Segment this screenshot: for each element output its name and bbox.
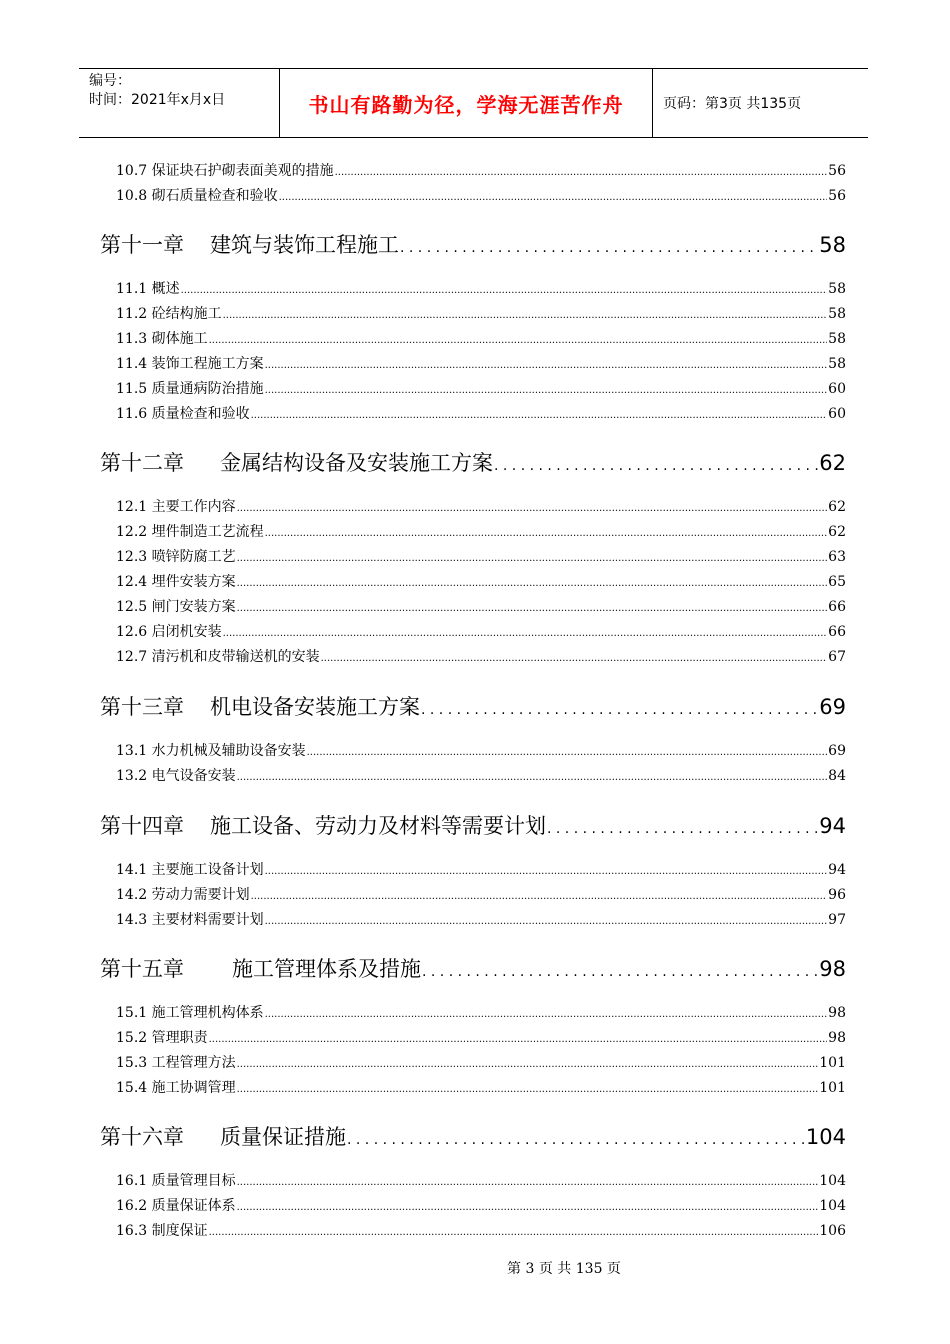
- toc-entry-page: 58: [828, 281, 846, 297]
- toc-entry-label: 11.3 砌体施工: [116, 331, 208, 347]
- toc-chapter[interactable]: [100, 447, 846, 477]
- chapter-page: 104: [805, 1125, 846, 1149]
- toc-entry-page: 62: [828, 524, 846, 540]
- toc-entry-label: 13.2 电气设备安装: [116, 768, 236, 784]
- toc-leader: [209, 1223, 819, 1239]
- chapter-number: 第十四章: [100, 814, 184, 838]
- toc-entry[interactable]: [116, 1077, 846, 1099]
- toc-entry-page: 96: [828, 887, 846, 903]
- toc-entry-page: 60: [828, 381, 846, 397]
- toc-leader: [237, 1198, 819, 1214]
- toc-leader: [547, 814, 818, 838]
- toc-entry-page: 56: [828, 188, 846, 204]
- toc-entry[interactable]: [116, 521, 846, 543]
- toc-entry-label: 16.2 质量保证体系: [116, 1198, 236, 1214]
- toc-entry[interactable]: [116, 1052, 846, 1074]
- toc-leader: [494, 451, 818, 475]
- toc-entry-label: 12.2 埋件制造工艺流程: [116, 524, 264, 540]
- toc-entry[interactable]: [116, 1002, 846, 1024]
- chapter-title: 建筑与装饰工程施工: [210, 233, 399, 257]
- chapter-number: 第十三章: [100, 695, 184, 719]
- toc-entry-label: 13.1 水力机械及辅助设备安装: [116, 743, 306, 759]
- toc-leader: [400, 233, 818, 257]
- toc-entry-label: 10.8 砌石质量检查和验收: [116, 188, 278, 204]
- toc-leader: [237, 549, 828, 565]
- toc-entry-label: 14.2 劳动力需要计划: [116, 887, 250, 903]
- toc-entry[interactable]: [116, 596, 846, 618]
- toc-entry-page: 66: [828, 599, 846, 615]
- toc-leader: [251, 406, 828, 422]
- toc-leader: [237, 1080, 819, 1096]
- toc-leader: [209, 1030, 828, 1046]
- toc-leader: [265, 862, 828, 878]
- toc-leader: [237, 574, 828, 590]
- toc-entry[interactable]: [116, 303, 846, 325]
- toc-entry-label: 12.1 主要工作内容: [116, 499, 236, 515]
- toc-entry[interactable]: [116, 765, 846, 787]
- toc-entry-page: 63: [828, 549, 846, 565]
- toc-leader: [251, 887, 828, 903]
- toc-leader: [265, 912, 828, 928]
- toc-entry-label: 11.5 质量通病防治措施: [116, 381, 264, 397]
- toc-entry[interactable]: [116, 1220, 846, 1242]
- toc-entry[interactable]: [116, 1027, 846, 1049]
- toc-entry[interactable]: [116, 740, 846, 762]
- toc-leader: [265, 524, 828, 540]
- toc-leader: [421, 695, 818, 719]
- toc-entry[interactable]: [116, 278, 846, 300]
- toc-chapter[interactable]: [100, 1121, 846, 1151]
- toc-entry-label: 14.3 主要材料需要计划: [116, 912, 264, 928]
- toc-entry-page: 104: [819, 1173, 846, 1189]
- chapter-page: 69: [819, 695, 846, 719]
- toc-entry[interactable]: [116, 496, 846, 518]
- toc-leader: [265, 381, 828, 397]
- toc-entry[interactable]: [116, 909, 846, 931]
- toc-entry-label: 12.5 闸门安装方案: [116, 599, 236, 615]
- toc-entry-label: 11.1 概述: [116, 281, 180, 297]
- toc-leader: [237, 599, 828, 615]
- toc-entry-page: 84: [828, 768, 846, 784]
- toc-entry-label: 15.2 管理职责: [116, 1030, 208, 1046]
- toc-entry-page: 97: [828, 912, 846, 928]
- toc-entry-page: 62: [828, 499, 846, 515]
- toc-entry-label: 16.3 制度保证: [116, 1223, 208, 1239]
- chapter-page: 98: [819, 957, 846, 981]
- toc-entry-page: 66: [828, 624, 846, 640]
- toc-leader: [422, 957, 818, 981]
- toc-entry[interactable]: [116, 403, 846, 425]
- toc-entry-page: 58: [828, 331, 846, 347]
- header-motto-cell: [280, 69, 653, 137]
- toc-chapter[interactable]: [100, 953, 846, 983]
- toc-entry[interactable]: [116, 1195, 846, 1217]
- toc-entry-page: 67: [828, 649, 846, 665]
- toc-entry[interactable]: [116, 353, 846, 375]
- toc-entry-label: 15.3 工程管理方法: [116, 1055, 236, 1071]
- toc-entry-page: 98: [828, 1005, 846, 1021]
- toc-entry[interactable]: [116, 328, 846, 350]
- toc-entry-label: 15.1 施工管理机构体系: [116, 1005, 264, 1021]
- toc-entry[interactable]: [116, 160, 846, 182]
- toc-entry-label: 11.6 质量检查和验收: [116, 406, 250, 422]
- doc-number: 编号：: [89, 73, 131, 89]
- toc-entry-label: 15.4 施工协调管理: [116, 1080, 236, 1096]
- toc-entry-page: 56: [828, 163, 846, 179]
- toc-chapter[interactable]: [100, 229, 846, 259]
- toc-entry-label: 11.2 砼结构施工: [116, 306, 222, 322]
- toc-entry[interactable]: [116, 571, 846, 593]
- toc-leader: [265, 1005, 828, 1021]
- toc-leader: [347, 1125, 805, 1149]
- toc-entry[interactable]: [116, 546, 846, 568]
- page-header: [79, 68, 868, 138]
- chapter-title: 质量保证措施: [220, 1125, 346, 1149]
- toc-entry[interactable]: [116, 185, 846, 207]
- page-footer: [0, 1258, 950, 1278]
- toc-leader: [335, 163, 828, 179]
- chapter-number: 第十一章: [100, 233, 184, 257]
- header-meta-cell: [79, 69, 280, 137]
- toc-entry-label: 11.4 装饰工程施工方案: [116, 356, 264, 372]
- footer-page-number: 第 3 页 共 135 页: [507, 1261, 621, 1277]
- toc-entry-label: 12.7 清污机和皮带输送机的安装: [116, 649, 320, 665]
- chapter-title: 机电设备安装施工方案: [210, 695, 420, 719]
- toc-entry-page: 60: [828, 406, 846, 422]
- chapter-number: 第十六章: [100, 1125, 184, 1149]
- toc-chapter[interactable]: [100, 810, 846, 840]
- toc-entry-page: 98: [828, 1030, 846, 1046]
- motto-text: 书山有路勤为径，学海无涯苦作舟: [308, 92, 624, 117]
- toc-entry-label: 10.7 保证块石护砌表面美观的措施: [116, 163, 334, 179]
- chapter-number: 第十五章: [100, 957, 184, 981]
- chapter-number: 第十二章: [100, 451, 184, 475]
- toc-entry-label: 12.4 埋件安装方案: [116, 574, 236, 590]
- toc-entry-page: 101: [819, 1055, 846, 1071]
- toc-leader: [321, 649, 828, 665]
- toc-leader: [181, 281, 828, 297]
- doc-date: 时间：2021年x月x日: [89, 92, 226, 108]
- toc-entry-page: 58: [828, 306, 846, 322]
- toc-entry-label: 12.3 喷锌防腐工艺: [116, 549, 236, 565]
- chapter-title: 施工设备、劳动力及材料等需要计划: [210, 814, 546, 838]
- toc-entry[interactable]: [116, 646, 846, 668]
- chapter-title: 施工管理体系及措施: [232, 957, 421, 981]
- toc-leader: [237, 499, 828, 515]
- chapter-page: 62: [819, 451, 846, 475]
- chapter-title: 金属结构设备及安装施工方案: [220, 451, 493, 475]
- toc-entry-page: 94: [828, 862, 846, 878]
- toc-entry-page: 101: [819, 1080, 846, 1096]
- toc-leader: [265, 356, 828, 372]
- toc-entry-page: 65: [828, 574, 846, 590]
- toc-leader: [237, 1173, 819, 1189]
- toc-entry-label: 14.1 主要施工设备计划: [116, 862, 264, 878]
- chapter-page: 94: [819, 814, 846, 838]
- toc-leader: [223, 624, 828, 640]
- toc-entry-page: 106: [819, 1223, 846, 1239]
- toc-leader: [237, 768, 828, 784]
- toc-entry[interactable]: [116, 1170, 846, 1192]
- toc-leader: [307, 743, 828, 759]
- toc-entry-label: 12.6 启闭机安装: [116, 624, 222, 640]
- header-page-cell: [653, 69, 868, 137]
- toc-leader: [237, 1055, 819, 1071]
- toc-entry[interactable]: [116, 378, 846, 400]
- toc-entry[interactable]: [116, 621, 846, 643]
- toc-entry-page: 58: [828, 356, 846, 372]
- chapter-page: 58: [819, 233, 846, 257]
- toc-entry-page: 104: [819, 1198, 846, 1214]
- page-info: 页码：第3页 共135页: [663, 96, 802, 112]
- toc-leader: [279, 188, 828, 204]
- toc-chapter[interactable]: [100, 691, 846, 721]
- toc-leader: [223, 306, 828, 322]
- toc-entry[interactable]: [116, 859, 846, 881]
- toc-leader: [209, 331, 828, 347]
- toc-entry-label: 16.1 质量管理目标: [116, 1173, 236, 1189]
- toc-entry-page: 69: [828, 743, 846, 759]
- toc-entry[interactable]: [116, 884, 846, 906]
